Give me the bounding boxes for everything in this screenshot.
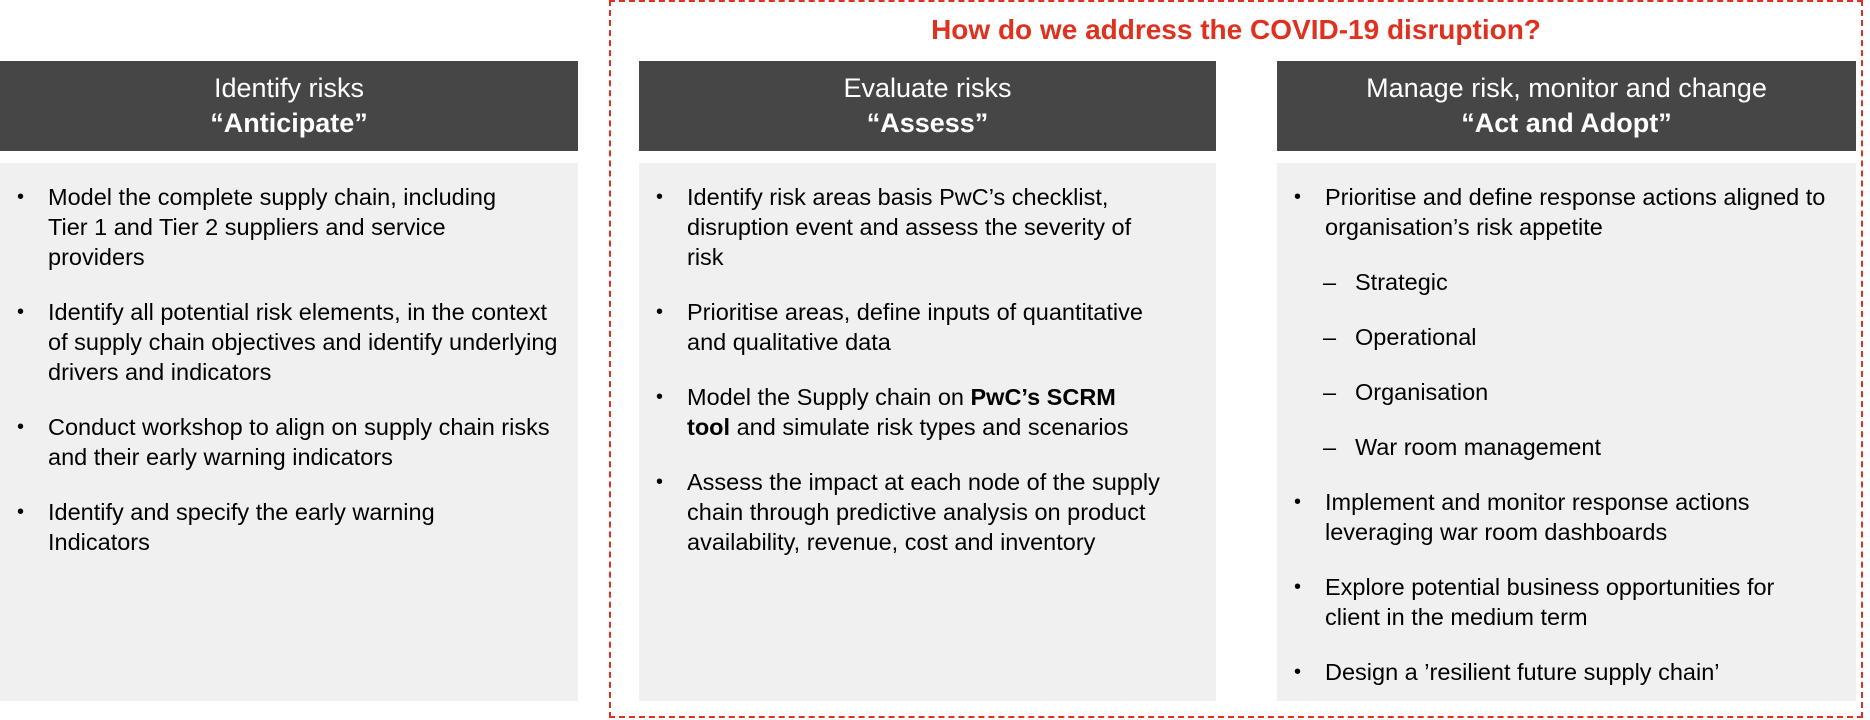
item-text-bold: PwC’s SCRM tool [687,384,1116,440]
bullet-icon: • [1294,186,1302,208]
item-text: Explore potential business opportunities for client in the medium term [1325,574,1775,630]
frame-title: How do we address the COVID-19 disruption? [931,14,1541,45]
column-assess [639,61,1216,701]
bullet-icon: • [1294,576,1302,598]
list-item [639,182,1156,272]
list-item [639,297,1176,357]
item-text: Prioritise and define response actions aligned to organisation’s risk appetite [1325,184,1826,240]
item-text-after: and simulate risk types and scenarios [730,414,1129,440]
column-title: Manage risk, monitor and change [1366,73,1767,103]
column-subtitle: “Anticipate” [210,108,368,138]
column-header [0,61,578,151]
sub-list-item [1277,377,1856,407]
column-subtitle: “Assess” [866,108,989,138]
bullet-icon: • [656,386,664,408]
item-text: Identify all potential risk elements, in the context of supply chain objectives and identify underlying drivers and indicators [48,299,558,385]
sub-list-item [1277,432,1856,462]
item-text: Prioritise areas, define inputs of quantitative and qualitative data [687,299,1143,355]
item-text: Implement and monitor response actions leveraging war room dashboards [1325,489,1750,545]
list-item [639,467,1216,557]
bullet-icon: • [17,301,25,323]
column-subtitle: “Act and Adopt” [1461,108,1672,138]
item-text-before: Model the Supply chain on [687,384,971,410]
item-text: Conduct workshop to align on supply chain risks and their early warning indicators [48,414,550,470]
item-text: Identify risk areas basis PwC’s checklist, disruption event and assess the severity of risk [687,184,1132,270]
column-header [1277,61,1856,151]
column-anticipate [0,61,578,701]
column-title: Evaluate risks [843,73,1012,103]
column-header [639,61,1216,151]
bullet-icon: • [17,501,25,523]
list-item [0,497,492,557]
column-body [639,163,1216,701]
list-item [0,412,578,472]
item-text: Identify and specify the early warning Indicators [48,499,435,555]
bullet-icon: • [656,186,664,208]
column-title: Identify risks [213,73,365,103]
column-act-and-adopt [1277,61,1856,701]
bullet-icon: • [17,416,25,438]
item-text: Strategic [1355,269,1448,295]
bullet-icon: • [656,301,664,323]
item-text: Design a ’resilient future supply chain’ [1325,659,1720,685]
list-item [639,382,1176,442]
bullet-icon: • [1294,661,1302,683]
column-body [1277,163,1856,701]
item-text: Model the complete supply chain, including Tier 1 and Tier 2 suppliers and service providers [48,184,497,270]
sub-list-item [1277,267,1856,297]
list-item [1277,487,1809,547]
list-item [1277,182,1856,242]
bullet-icon: • [1294,491,1302,513]
item-text: War room management [1355,434,1601,460]
list-item [1277,657,1856,687]
list-item [1277,572,1829,632]
list-item [0,182,532,272]
list-item [0,297,578,387]
dash-icon: – [1323,269,1337,295]
item-text: Operational [1355,324,1477,350]
dash-icon: – [1323,324,1337,350]
bullet-icon: • [17,186,25,208]
item-text: Organisation [1355,379,1489,405]
dash-icon: – [1323,379,1337,405]
column-body [0,163,578,701]
dash-icon: – [1323,434,1337,460]
sub-list-item [1277,322,1856,352]
bullet-icon: • [656,471,664,493]
item-text: Assess the impact at each node of the supply chain through predictive analysis on product availability, revenue, cost and inventory [687,469,1160,555]
